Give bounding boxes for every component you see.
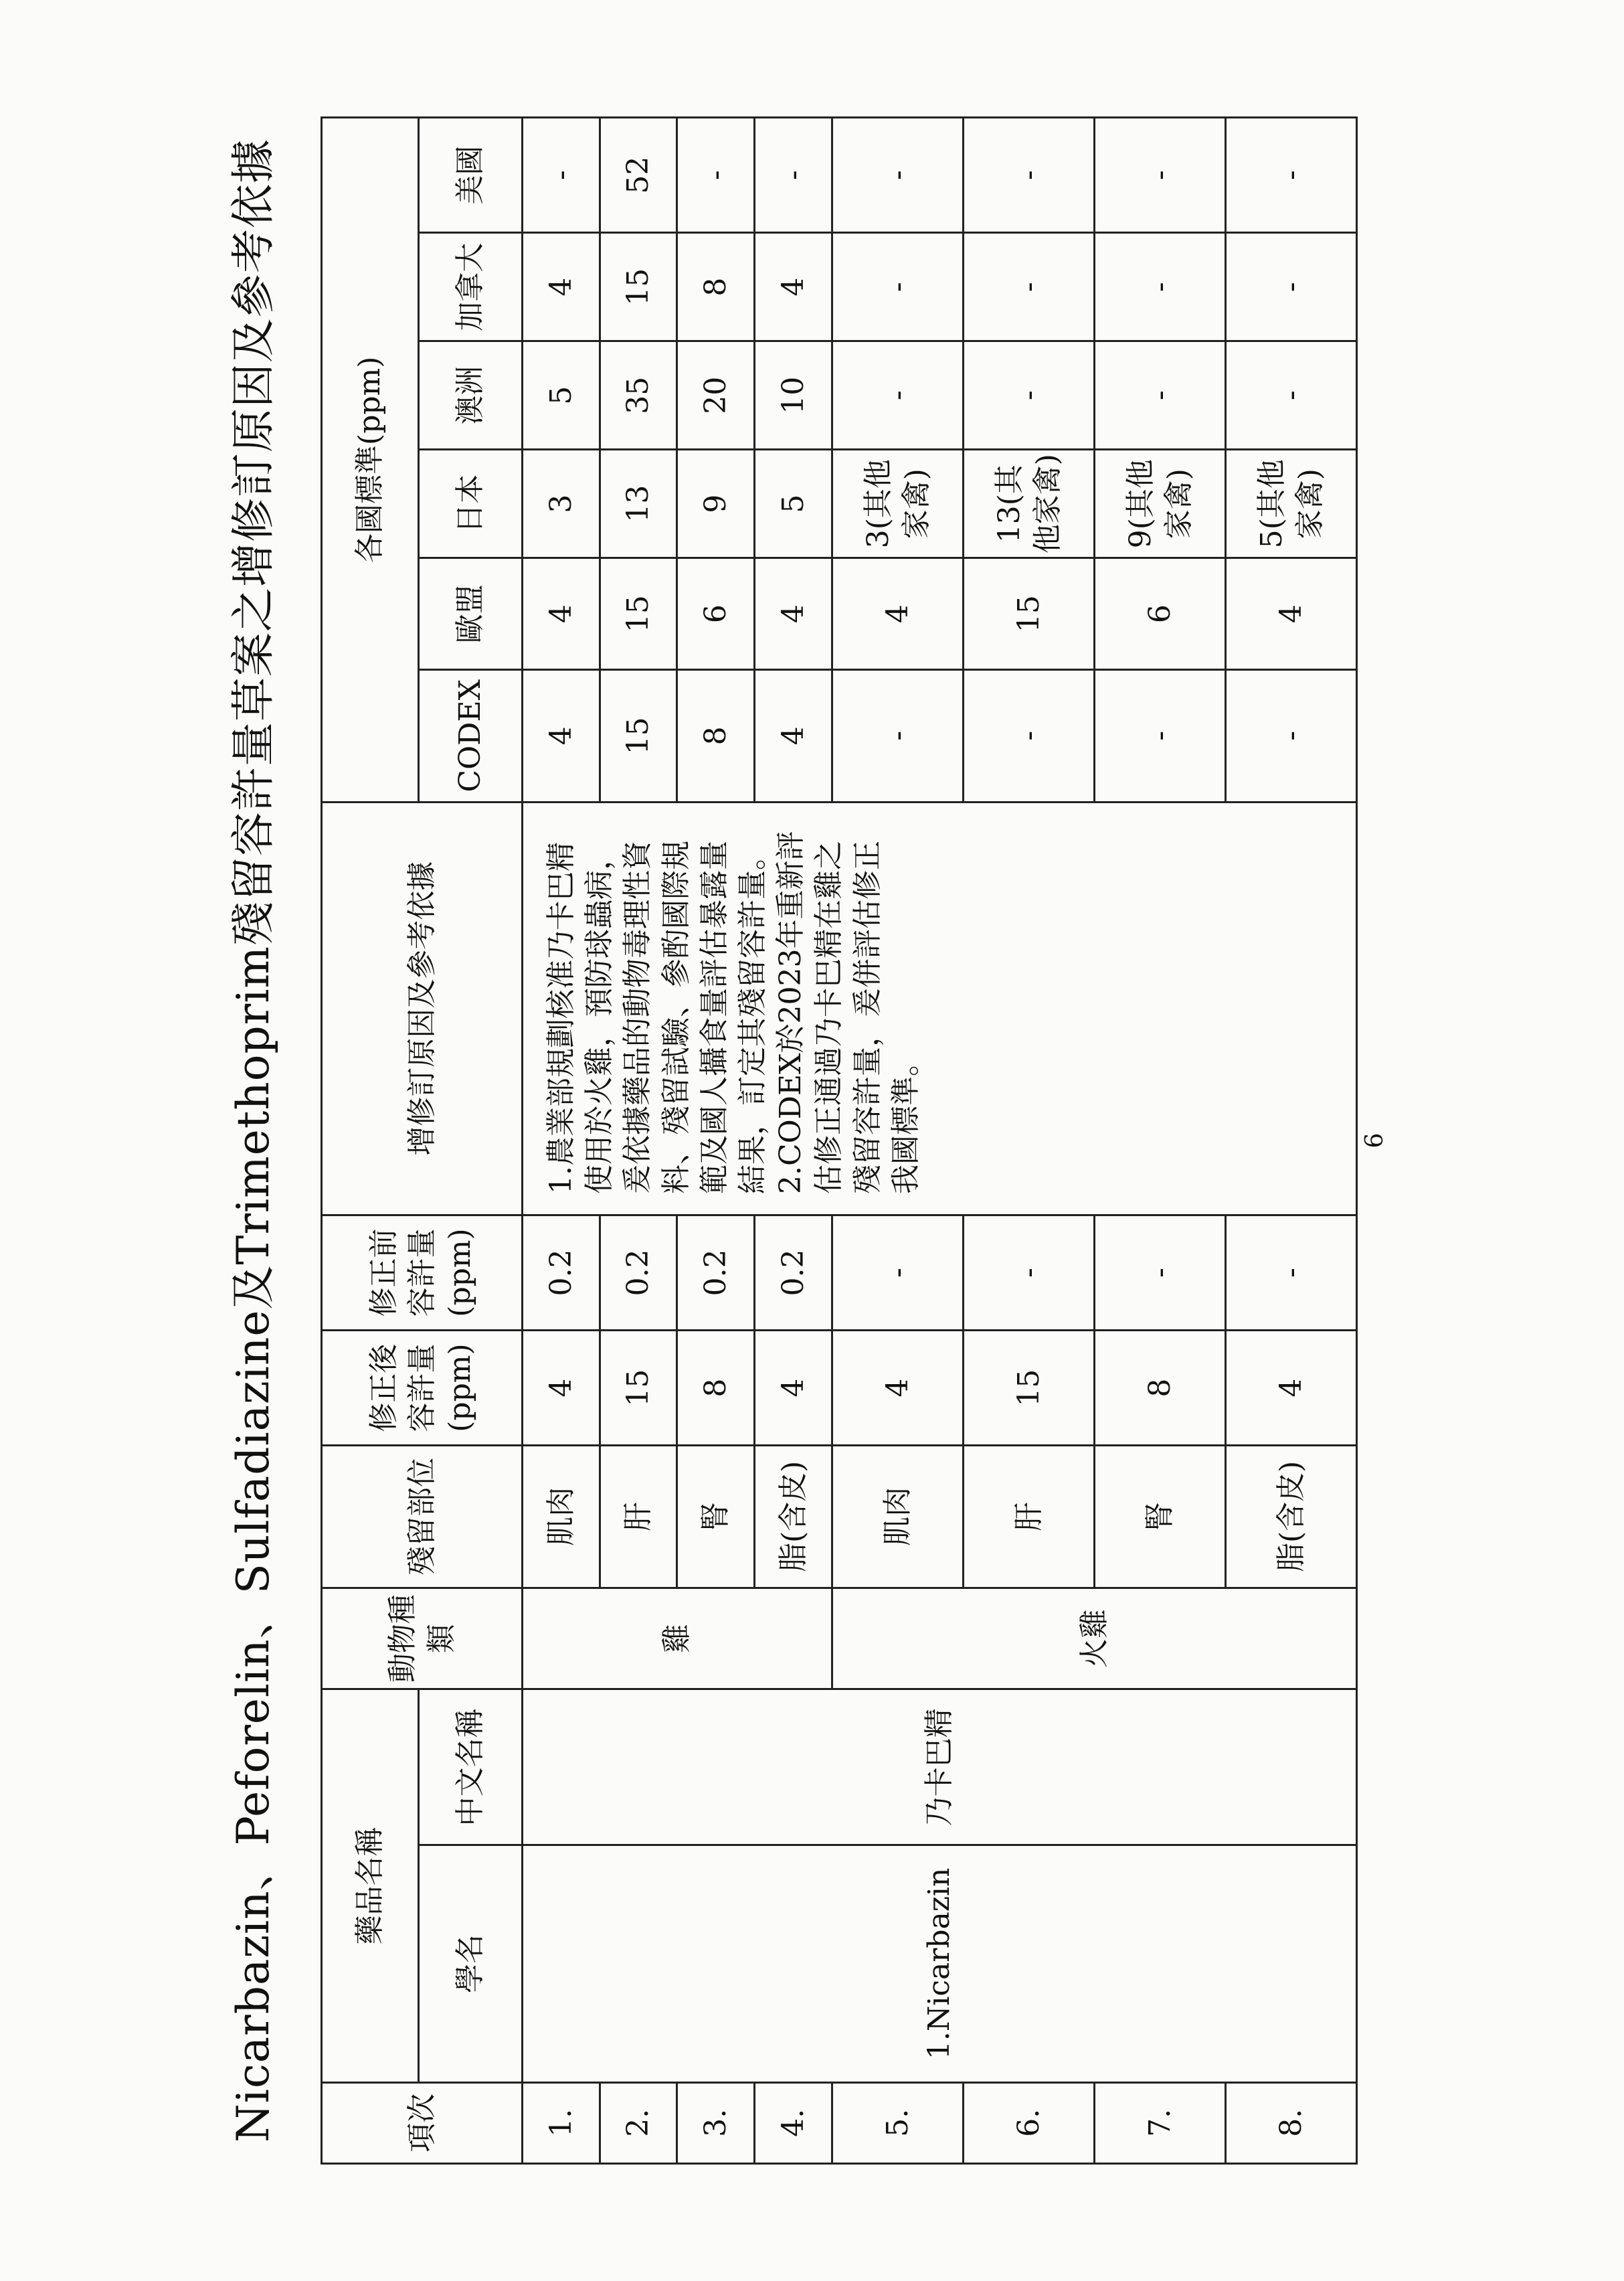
mrl-after: 15 bbox=[963, 1331, 1094, 1446]
codex-value: - bbox=[832, 670, 963, 802]
eu-value: 4 bbox=[1225, 558, 1356, 670]
table-row bbox=[523, 118, 600, 2164]
japan-value: 3 bbox=[523, 450, 600, 558]
canada-value: - bbox=[1225, 233, 1356, 341]
canada-value: 15 bbox=[600, 233, 677, 341]
codex-value: - bbox=[1094, 670, 1225, 802]
usa-value: 52 bbox=[600, 118, 677, 233]
mrl-before: 0.2 bbox=[600, 1215, 677, 1330]
residue-site: 肝 bbox=[963, 1446, 1094, 1588]
usa-value: - bbox=[1225, 118, 1356, 233]
header-codex: CODEX bbox=[419, 670, 523, 802]
canada-value: - bbox=[1094, 233, 1225, 341]
canada-value: - bbox=[832, 233, 963, 341]
japan-value: 9(其他家禽) bbox=[1094, 450, 1225, 558]
japan-value: 5 bbox=[754, 450, 832, 558]
usa-value: - bbox=[677, 118, 755, 233]
page-number: 6 bbox=[1361, 1132, 1388, 1149]
rotated-page bbox=[210, 116, 1415, 2165]
canada-value: 8 bbox=[677, 233, 755, 341]
reason-paragraph-1: 1.農業部規劃核准乃卡巴精使用於火雞，預防球蟲病，爰依據藥品的動物毒理性資料、殘留試驗、參酌國際規範及國人攝食量評估暴露量結果，訂定其殘留容許量。 bbox=[544, 840, 770, 1194]
mrl-table bbox=[321, 116, 1358, 2165]
residue-site: 脂(含皮) bbox=[754, 1446, 832, 1588]
codex-value: 4 bbox=[754, 670, 832, 802]
eu-value: 6 bbox=[1094, 558, 1225, 670]
chinese-name-cell: 乃卡巴精 bbox=[523, 1689, 1357, 1845]
residue-site: 脂(含皮) bbox=[1225, 1446, 1356, 1588]
mrl-after: 15 bbox=[600, 1331, 677, 1446]
header-japan: 日本 bbox=[419, 450, 523, 558]
header-mrl-after: 修正後容許量(ppm) bbox=[322, 1331, 523, 1446]
codex-value: - bbox=[1225, 670, 1356, 802]
header-drug-name: 藥品名稱 bbox=[322, 1689, 419, 2082]
scientific-name-cell: 1.Nicarbazin bbox=[523, 1845, 1357, 2082]
reason-cell bbox=[523, 802, 1357, 1215]
eu-value: 15 bbox=[600, 558, 677, 670]
codex-value: 8 bbox=[677, 670, 755, 802]
eu-value: 6 bbox=[677, 558, 755, 670]
mrl-after: 4 bbox=[523, 1331, 600, 1446]
header-animal: 動物種類 bbox=[322, 1588, 523, 1689]
canada-value: 4 bbox=[523, 233, 600, 341]
reason-paragraph-2: 2.CODEX於2023年重新評估修正通過乃卡巴精在雞之殘留容許量，爰併評估修正我國標準。 bbox=[774, 831, 923, 1194]
australia-value: 20 bbox=[677, 341, 755, 450]
japan-value: 3(其他家禽) bbox=[832, 450, 963, 558]
row-no: 4. bbox=[754, 2082, 832, 2163]
residue-site: 肌肉 bbox=[832, 1446, 963, 1588]
mrl-before: 0.2 bbox=[754, 1215, 832, 1330]
row-no: 6. bbox=[963, 2082, 1094, 2163]
animal-chicken: 雞 bbox=[523, 1588, 832, 1689]
header-chinese-name: 中文名稱 bbox=[419, 1689, 523, 1845]
header-usa: 美國 bbox=[419, 118, 523, 233]
eu-value: 4 bbox=[832, 558, 963, 670]
australia-value: - bbox=[1094, 341, 1225, 450]
mrl-after: 8 bbox=[1094, 1331, 1225, 1446]
eu-value: 4 bbox=[523, 558, 600, 670]
header-canada: 加拿大 bbox=[419, 233, 523, 341]
row-no: 7. bbox=[1094, 2082, 1225, 2163]
header-australia: 澳洲 bbox=[419, 341, 523, 450]
codex-value: 15 bbox=[600, 670, 677, 802]
header-scientific-name: 學名 bbox=[419, 1845, 523, 2082]
usa-value: - bbox=[523, 118, 600, 233]
codex-value: 4 bbox=[523, 670, 600, 802]
animal-turkey: 火雞 bbox=[832, 1588, 1356, 1689]
usa-value: - bbox=[963, 118, 1094, 233]
header-intl-standards: 各國標準(ppm) bbox=[322, 118, 419, 802]
codex-value: - bbox=[963, 670, 1094, 802]
usa-value: - bbox=[1094, 118, 1225, 233]
canada-value: 4 bbox=[754, 233, 832, 341]
mrl-before: 0.2 bbox=[677, 1215, 755, 1330]
usa-value: - bbox=[754, 118, 832, 233]
mrl-after: 4 bbox=[832, 1331, 963, 1446]
header-reason: 增修訂原因及參考依據 bbox=[322, 802, 523, 1215]
row-no: 2. bbox=[600, 2082, 677, 2163]
australia-value: 35 bbox=[600, 341, 677, 450]
mrl-after: 4 bbox=[754, 1331, 832, 1446]
mrl-before: - bbox=[1094, 1215, 1225, 1330]
eu-value: 4 bbox=[754, 558, 832, 670]
australia-value: 5 bbox=[523, 341, 600, 450]
mrl-after: 8 bbox=[677, 1331, 755, 1446]
mrl-before: - bbox=[963, 1215, 1094, 1330]
row-no: 8. bbox=[1225, 2082, 1356, 2163]
mrl-after: 4 bbox=[1225, 1331, 1356, 1446]
japan-value: 5(其他家禽) bbox=[1225, 450, 1356, 558]
australia-value: - bbox=[1225, 341, 1356, 450]
australia-value: - bbox=[832, 341, 963, 450]
header-mrl-before: 修正前容許量(ppm) bbox=[322, 1215, 523, 1330]
mrl-before: - bbox=[832, 1215, 963, 1330]
row-no: 5. bbox=[832, 2082, 963, 2163]
header-eu: 歐盟 bbox=[419, 558, 523, 670]
header-residue-site: 殘留部位 bbox=[322, 1446, 523, 1588]
row-no: 1. bbox=[523, 2082, 600, 2163]
residue-site: 肝 bbox=[600, 1446, 677, 1588]
japan-value: 13 bbox=[600, 450, 677, 558]
mrl-before: 0.2 bbox=[523, 1215, 600, 1330]
canada-value: - bbox=[963, 233, 1094, 341]
residue-site: 腎 bbox=[1094, 1446, 1225, 1588]
header-item-no: 項次 bbox=[322, 2082, 523, 2163]
japan-value: 13(其他家禽) bbox=[963, 450, 1094, 558]
australia-value: 10 bbox=[754, 341, 832, 450]
japan-value: 9 bbox=[677, 450, 755, 558]
residue-site: 腎 bbox=[677, 1446, 755, 1588]
mrl-before: - bbox=[1225, 1215, 1356, 1330]
residue-site: 肌肉 bbox=[523, 1446, 600, 1588]
page-title: Nicarbazin、Peforelin、Sulfadiazine及Trimethoprim殘留容許量草案之增修訂原因及參考依據 bbox=[228, 138, 279, 2143]
usa-value: - bbox=[832, 118, 963, 233]
australia-value: - bbox=[963, 341, 1094, 450]
row-no: 3. bbox=[677, 2082, 755, 2163]
eu-value: 15 bbox=[963, 558, 1094, 670]
